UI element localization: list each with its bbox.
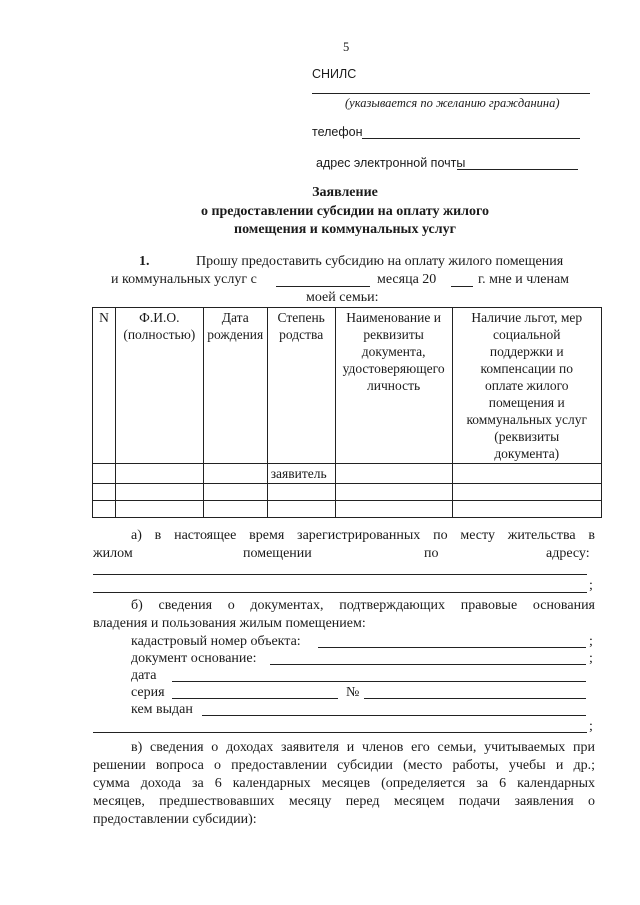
- section-a-word-1: жилом: [93, 546, 133, 561]
- date-label: дата: [131, 668, 157, 683]
- email-input-line[interactable]: [457, 169, 578, 170]
- issued-by-label: кем выдан: [131, 702, 193, 717]
- cadastral-input-line[interactable]: [318, 647, 586, 648]
- table-cell[interactable]: [335, 484, 452, 501]
- table-cell[interactable]: [335, 464, 452, 484]
- family-table: [92, 307, 602, 518]
- section-1-line-2-suffix: г. мне и членам: [478, 272, 570, 287]
- number-input-line[interactable]: [364, 698, 586, 699]
- cadastral-semicolon: ;: [589, 634, 593, 649]
- page-number: 5: [343, 40, 350, 54]
- section-1-month-label: месяца 20: [377, 272, 437, 287]
- series-label: серия: [131, 685, 165, 700]
- applicant-cell: заявитель: [267, 464, 335, 484]
- email-label: адрес электронной почты: [316, 156, 466, 170]
- table-cell[interactable]: [115, 501, 203, 518]
- number-sign: №: [346, 685, 360, 700]
- table-cell[interactable]: [93, 484, 116, 501]
- date-input-line[interactable]: [172, 681, 586, 682]
- table-cell[interactable]: [267, 484, 335, 501]
- series-input-line[interactable]: [172, 698, 338, 699]
- header-id-document: Наименование и реквизиты документа, удостоверяющего личность: [335, 308, 452, 464]
- table-cell[interactable]: [267, 501, 335, 518]
- basis-doc-semicolon: ;: [589, 651, 593, 666]
- address-input-line-1[interactable]: [93, 574, 587, 575]
- table-row[interactable]: [93, 484, 602, 501]
- section-v-line-3: сумма дохода за 6 календарных месяцев (определяется за 6 календарных: [93, 776, 595, 791]
- table-cell[interactable]: [203, 484, 267, 501]
- section-b-line-2: владения и пользования жилым помещением:: [93, 616, 366, 631]
- header-n: N: [93, 308, 116, 464]
- section-a-word-4: адресу:: [546, 546, 590, 561]
- snils-input-line[interactable]: [312, 93, 590, 94]
- table-cell[interactable]: [452, 484, 601, 501]
- section-v-line-5: предоставлении субсидии):: [93, 812, 257, 827]
- header-benefits: Наличие льгот, мер социальной поддержки и компенсации по оплате жилого помещения и коммунальных услуг (реквизиты документа): [452, 308, 601, 464]
- section-a-word-3: по: [424, 546, 439, 561]
- header-dob: Дата рождения: [203, 308, 267, 464]
- cadastral-label: кадастровый номер объекта:: [131, 634, 301, 649]
- basis-doc-label: документ основание:: [131, 651, 257, 666]
- section-v-line-4: месяцев, предшествовавших месяцу перед месяцем подачи заявления о: [93, 794, 595, 809]
- issued-by-semicolon: ;: [589, 719, 593, 734]
- table-cell[interactable]: [452, 501, 601, 518]
- table-cell[interactable]: [93, 464, 116, 484]
- snils-label: СНИЛС: [312, 67, 357, 81]
- section-a-word-2: помещении: [243, 546, 312, 561]
- snils-note: (указывается по желанию гражданина): [345, 96, 560, 110]
- year-input-line[interactable]: [451, 286, 473, 287]
- section-1-line-1: Прошу предоставить субсидию на оплату жилого помещения: [196, 254, 564, 269]
- table-cell[interactable]: [452, 464, 601, 484]
- phone-label: телефон: [312, 125, 363, 139]
- table-cell[interactable]: [203, 464, 267, 484]
- table-cell[interactable]: [115, 484, 203, 501]
- table-cell[interactable]: [335, 501, 452, 518]
- phone-input-line[interactable]: [362, 138, 580, 139]
- section-a-semicolon: ;: [589, 578, 593, 593]
- header-relation: Степень родства: [267, 308, 335, 464]
- table-cell[interactable]: [203, 501, 267, 518]
- section-1-number: 1.: [139, 254, 150, 269]
- table-cell[interactable]: [115, 464, 203, 484]
- table-header-row: [93, 308, 602, 464]
- section-1-line-2-prefix: и коммунальных услуг с: [111, 272, 257, 287]
- basis-doc-input-line[interactable]: [270, 664, 586, 665]
- start-date-input-line[interactable]: [276, 286, 370, 287]
- table-row[interactable]: [93, 464, 602, 484]
- table-cell[interactable]: [93, 501, 116, 518]
- address-input-line-2[interactable]: [93, 592, 587, 593]
- section-v-line-2: решении вопроса о предоставлении субсидии (место работы, учебы и др.;: [93, 758, 595, 773]
- title-line-3: помещения и коммунальных услуг: [234, 222, 456, 237]
- section-v-line-1: в) сведения о доходах заявителя и членов его семьи, учитываемых при: [131, 740, 595, 755]
- issued-by-input-line-2[interactable]: [93, 732, 587, 733]
- header-fio: Ф.И.О. (полностью): [115, 308, 203, 464]
- table-row[interactable]: [93, 501, 602, 518]
- issued-by-input-line-1[interactable]: [202, 715, 586, 716]
- section-b-line-1: б) сведения о документах, подтверждающих правовые основания: [131, 598, 595, 613]
- section-1-line-3: моей семьи:: [306, 290, 379, 305]
- title-line-2: о предоставлении субсидии на оплату жилого: [200, 204, 490, 219]
- section-a-line-1: а) в настоящее время зарегистрированных по месту жительства в: [131, 528, 595, 543]
- title-line-1: Заявление: [312, 185, 378, 200]
